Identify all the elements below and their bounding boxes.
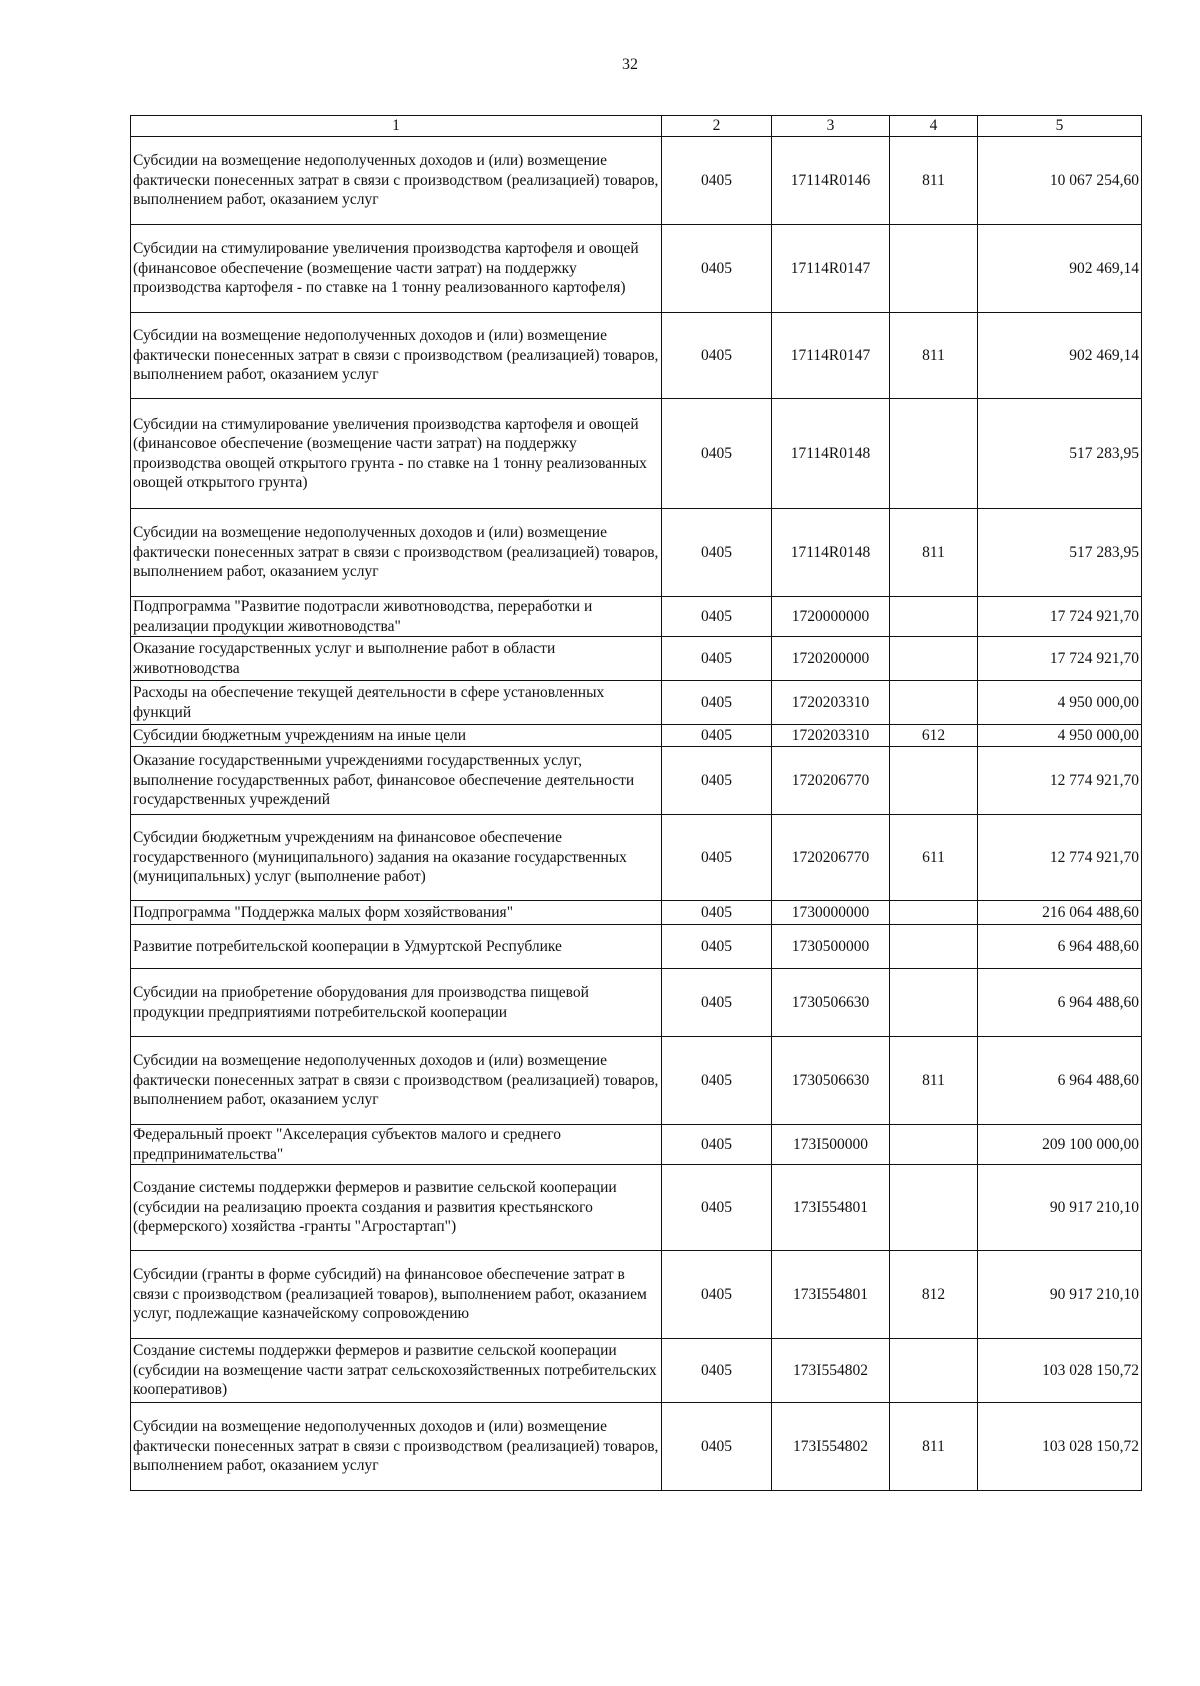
cell-target-code: 1720000000 bbox=[772, 597, 890, 637]
cell-name: Субсидии на стимулирование увеличения производства картофеля и овощей (финансовое обеспечение (возмещение части затрат) на поддержку производства овощей открытого грунта - по ставке на 1 тонну реализованных овощей открытого грунта) bbox=[131, 399, 662, 509]
cell-section: 0405 bbox=[662, 815, 772, 901]
table-row bbox=[131, 637, 1142, 681]
cell-section: 0405 bbox=[662, 1165, 772, 1251]
table-row bbox=[131, 313, 1142, 399]
cell-expense-type bbox=[890, 225, 978, 313]
cell-section: 0405 bbox=[662, 1339, 772, 1403]
table-row bbox=[131, 399, 1142, 509]
table-row bbox=[131, 901, 1142, 925]
cell-name: Субсидии на возмещение недополученных доходов и (или) возмещение фактически понесенных затрат в связи с производством (реализацией) товаров, выполнением работ, оказанием услуг bbox=[131, 509, 662, 597]
cell-section: 0405 bbox=[662, 747, 772, 815]
cell-target-code: 17114R0148 bbox=[772, 399, 890, 509]
header-col-3: 3 bbox=[772, 116, 890, 137]
cell-amount: 103 028 150,72 bbox=[978, 1403, 1142, 1491]
cell-section: 0405 bbox=[662, 901, 772, 925]
cell-expense-type bbox=[890, 597, 978, 637]
table-row bbox=[131, 969, 1142, 1037]
cell-target-code: 1730000000 bbox=[772, 901, 890, 925]
cell-target-code: 173I500000 bbox=[772, 1125, 890, 1165]
cell-name: Субсидии на возмещение недополученных доходов и (или) возмещение фактически понесенных затрат в связи с производством (реализацией) товаров, выполнением работ, оказанием услуг bbox=[131, 313, 662, 399]
table-header bbox=[131, 116, 1142, 137]
page-number: 32 bbox=[622, 56, 638, 73]
cell-expense-type: 811 bbox=[890, 509, 978, 597]
budget-table bbox=[130, 115, 1142, 1491]
cell-target-code: 1720206770 bbox=[772, 747, 890, 815]
cell-name: Субсидии на возмещение недополученных доходов и (или) возмещение фактически понесенных затрат в связи с производством (реализацией) товаров, выполнением работ, оказанием услуг bbox=[131, 137, 662, 225]
cell-amount: 4 950 000,00 bbox=[978, 725, 1142, 747]
cell-target-code: 173I554802 bbox=[772, 1403, 890, 1491]
table-row bbox=[131, 1165, 1142, 1251]
cell-name: Субсидии на возмещение недополученных доходов и (или) возмещение фактически понесенных затрат в связи с производством (реализацией) товаров, выполнением работ, оказанием услуг bbox=[131, 1037, 662, 1125]
table-row bbox=[131, 597, 1142, 637]
cell-expense-type: 811 bbox=[890, 1403, 978, 1491]
cell-amount: 209 100 000,00 bbox=[978, 1125, 1142, 1165]
cell-expense-type: 811 bbox=[890, 313, 978, 399]
cell-name: Оказание государственными учреждениями государственных услуг, выполнение государственных работ, финансовое обеспечение деятельности государственных учреждений bbox=[131, 747, 662, 815]
header-row bbox=[131, 116, 1142, 137]
cell-section: 0405 bbox=[662, 925, 772, 969]
cell-amount: 517 283,95 bbox=[978, 399, 1142, 509]
table-row bbox=[131, 725, 1142, 747]
table-body bbox=[131, 137, 1142, 1491]
cell-name: Субсидии бюджетным учреждениям на иные цели bbox=[131, 725, 662, 747]
cell-amount: 6 964 488,60 bbox=[978, 969, 1142, 1037]
cell-section: 0405 bbox=[662, 225, 772, 313]
cell-amount: 12 774 921,70 bbox=[978, 815, 1142, 901]
header-col-1: 1 bbox=[131, 116, 662, 137]
cell-name: Расходы на обеспечение текущей деятельности в сфере установленных функций bbox=[131, 681, 662, 725]
cell-amount: 902 469,14 bbox=[978, 225, 1142, 313]
cell-target-code: 17114R0147 bbox=[772, 225, 890, 313]
cell-amount: 902 469,14 bbox=[978, 313, 1142, 399]
cell-name: Субсидии на стимулирование увеличения производства картофеля и овощей (финансовое обеспечение (возмещение части затрат) на поддержку производства картофеля - по ставке на 1 тонну реализованного картофеля) bbox=[131, 225, 662, 313]
cell-amount: 517 283,95 bbox=[978, 509, 1142, 597]
cell-expense-type bbox=[890, 681, 978, 725]
cell-section: 0405 bbox=[662, 1125, 772, 1165]
table-row bbox=[131, 1125, 1142, 1165]
header-col-5: 5 bbox=[978, 116, 1142, 137]
cell-section: 0405 bbox=[662, 725, 772, 747]
cell-amount: 17 724 921,70 bbox=[978, 597, 1142, 637]
cell-name: Субсидии (гранты в форме субсидий) на финансовое обеспечение затрат в связи с производством (реализацией товаров), выполнением работ, оказанием услуг, подлежащие казначейскому сопровождению bbox=[131, 1251, 662, 1339]
cell-expense-type bbox=[890, 1339, 978, 1403]
cell-target-code: 1720203310 bbox=[772, 725, 890, 747]
cell-expense-type bbox=[890, 969, 978, 1037]
cell-section: 0405 bbox=[662, 509, 772, 597]
table-row bbox=[131, 1403, 1142, 1491]
cell-name: Создание системы поддержки фермеров и развитие сельской кооперации (субсидии на возмещение части затрат сельскохозяйственных потребительских кооперативов) bbox=[131, 1339, 662, 1403]
cell-expense-type: 812 bbox=[890, 1251, 978, 1339]
cell-name: Субсидии на возмещение недополученных доходов и (или) возмещение фактически понесенных затрат в связи с производством (реализацией) товаров, выполнением работ, оказанием услуг bbox=[131, 1403, 662, 1491]
cell-target-code: 1720206770 bbox=[772, 815, 890, 901]
cell-target-code: 1730506630 bbox=[772, 1037, 890, 1125]
table-row bbox=[131, 1037, 1142, 1125]
cell-amount: 12 774 921,70 bbox=[978, 747, 1142, 815]
cell-target-code: 17114R0148 bbox=[772, 509, 890, 597]
cell-amount: 90 917 210,10 bbox=[978, 1165, 1142, 1251]
cell-expense-type bbox=[890, 1125, 978, 1165]
table-row bbox=[131, 1251, 1142, 1339]
cell-target-code: 1730506630 bbox=[772, 969, 890, 1037]
cell-section: 0405 bbox=[662, 137, 772, 225]
cell-section: 0405 bbox=[662, 313, 772, 399]
cell-name: Субсидии бюджетным учреждениям на финансовое обеспечение государственного (муниципального) задания на оказание государственных (муниципальных) услуг (выполнение работ) bbox=[131, 815, 662, 901]
cell-expense-type bbox=[890, 1165, 978, 1251]
cell-name: Оказание государственных услуг и выполнение работ в области животноводства bbox=[131, 637, 662, 681]
header-col-4: 4 bbox=[890, 116, 978, 137]
cell-target-code: 17114R0146 bbox=[772, 137, 890, 225]
cell-expense-type: 612 bbox=[890, 725, 978, 747]
cell-expense-type bbox=[890, 925, 978, 969]
header-col-2: 2 bbox=[662, 116, 772, 137]
cell-amount: 103 028 150,72 bbox=[978, 1339, 1142, 1403]
cell-amount: 17 724 921,70 bbox=[978, 637, 1142, 681]
cell-target-code: 173I554801 bbox=[772, 1165, 890, 1251]
cell-amount: 216 064 488,60 bbox=[978, 901, 1142, 925]
cell-expense-type: 811 bbox=[890, 137, 978, 225]
cell-section: 0405 bbox=[662, 1403, 772, 1491]
cell-section: 0405 bbox=[662, 681, 772, 725]
cell-section: 0405 bbox=[662, 597, 772, 637]
cell-name: Федеральный проект "Акселерация субъектов малого и среднего предпринимательства" bbox=[131, 1125, 662, 1165]
cell-name: Подпрограмма "Развитие подотрасли животноводства, переработки и реализации продукции животноводства" bbox=[131, 597, 662, 637]
table-row bbox=[131, 747, 1142, 815]
cell-expense-type bbox=[890, 637, 978, 681]
table-row bbox=[131, 137, 1142, 225]
cell-target-code: 173I554802 bbox=[772, 1339, 890, 1403]
cell-target-code: 17114R0147 bbox=[772, 313, 890, 399]
cell-amount: 6 964 488,60 bbox=[978, 1037, 1142, 1125]
cell-amount: 90 917 210,10 bbox=[978, 1251, 1142, 1339]
cell-section: 0405 bbox=[662, 1037, 772, 1125]
cell-target-code: 173I554801 bbox=[772, 1251, 890, 1339]
cell-section: 0405 bbox=[662, 637, 772, 681]
cell-name: Подпрограмма "Поддержка малых форм хозяйствования" bbox=[131, 901, 662, 925]
table-row bbox=[131, 681, 1142, 725]
cell-expense-type bbox=[890, 747, 978, 815]
cell-amount: 4 950 000,00 bbox=[978, 681, 1142, 725]
cell-target-code: 1720203310 bbox=[772, 681, 890, 725]
cell-expense-type: 611 bbox=[890, 815, 978, 901]
table-row bbox=[131, 815, 1142, 901]
cell-amount: 6 964 488,60 bbox=[978, 925, 1142, 969]
table-row bbox=[131, 1339, 1142, 1403]
table-row bbox=[131, 509, 1142, 597]
cell-expense-type: 811 bbox=[890, 1037, 978, 1125]
cell-name: Субсидии на приобретение оборудования для производства пищевой продукции предприятиями потребительской кооперации bbox=[131, 969, 662, 1037]
cell-section: 0405 bbox=[662, 399, 772, 509]
cell-section: 0405 bbox=[662, 1251, 772, 1339]
cell-name: Развитие потребительской кооперации в Удмуртской Республике bbox=[131, 925, 662, 969]
cell-amount: 10 067 254,60 bbox=[978, 137, 1142, 225]
table-row bbox=[131, 925, 1142, 969]
cell-expense-type bbox=[890, 901, 978, 925]
cell-expense-type bbox=[890, 399, 978, 509]
cell-name: Создание системы поддержки фермеров и развитие сельской кооперации (субсидии на реализацию проекта создания и развития крестьянского (фермерского) хозяйства -гранты "Агростартап") bbox=[131, 1165, 662, 1251]
cell-target-code: 1720200000 bbox=[772, 637, 890, 681]
table-row bbox=[131, 225, 1142, 313]
cell-section: 0405 bbox=[662, 969, 772, 1037]
cell-target-code: 1730500000 bbox=[772, 925, 890, 969]
